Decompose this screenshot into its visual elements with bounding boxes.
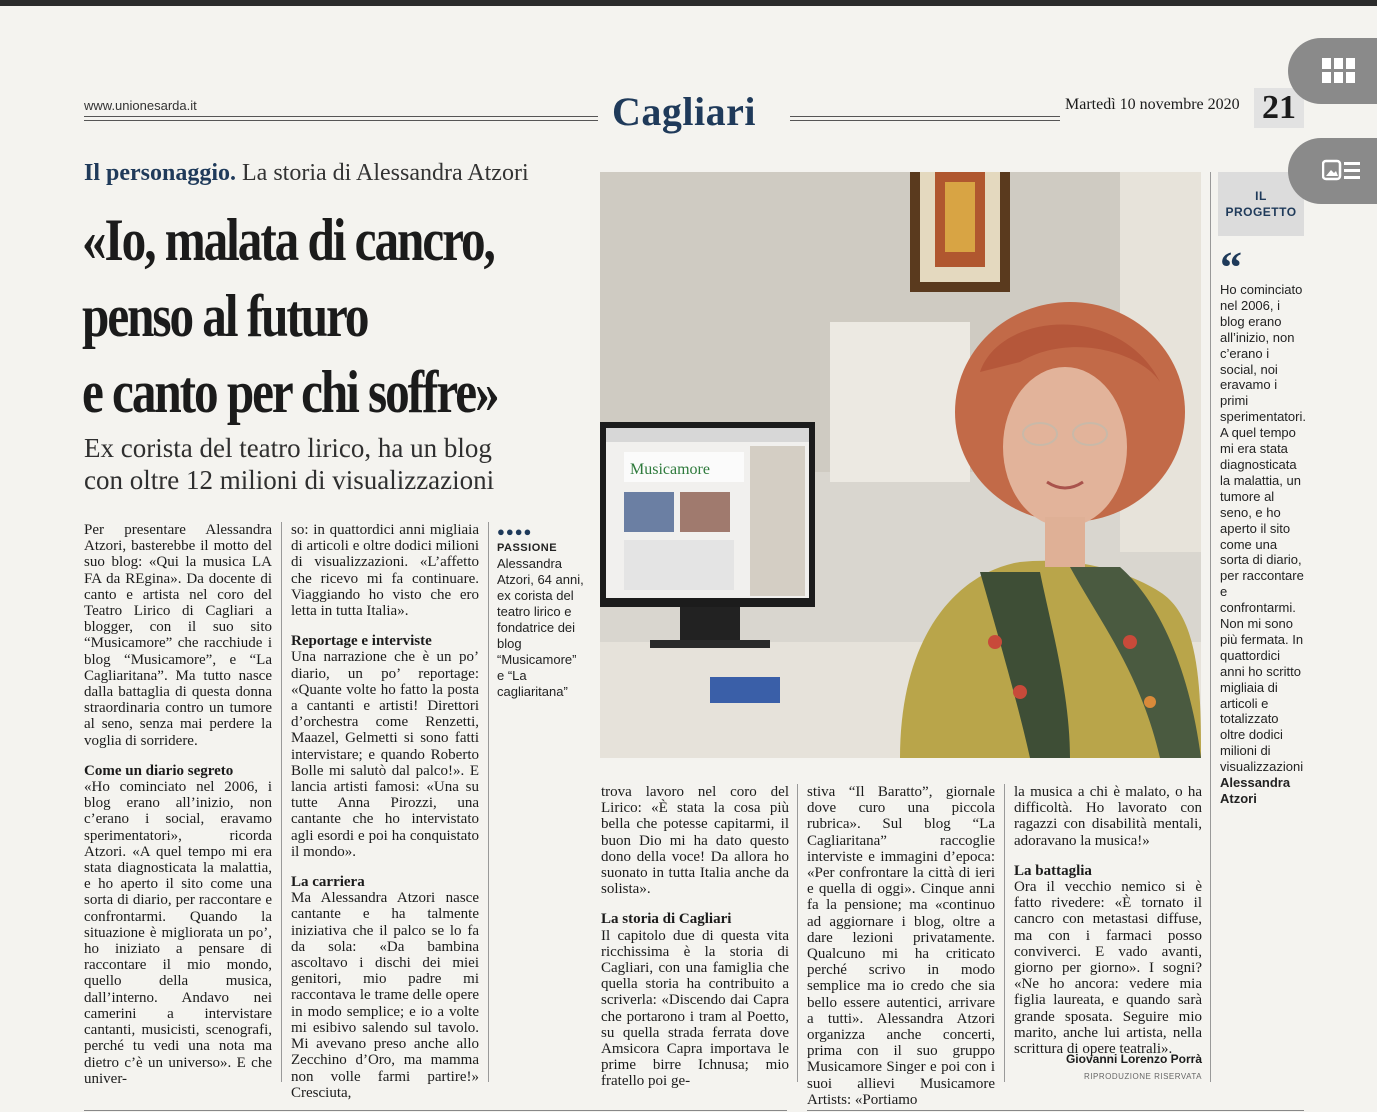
caption-label: PASSIONE <box>497 542 558 554</box>
masthead-rule-right <box>790 116 1060 121</box>
grid-icon <box>1322 58 1356 84</box>
article-photo <box>600 172 1201 758</box>
grid-view-button[interactable] <box>1288 38 1377 104</box>
sidebar-quote-text: Ho cominciato nel 2006, i blog erano all’inizio, non c’erano i social, noi eravamo i primi sperimentatori. A quel tempo mi era stata diagnosticata la malattia, un tumore al seno, e ho aperto il sito come una sorta di diario, per raccontare e confrontarmi. Non mi sono più fermata. In quattordici anni ho scritto migliaia di articoli e totalizzato oltre dodici milioni di visualizzazioni <box>1220 282 1306 775</box>
column-divider <box>797 784 798 1082</box>
subhead-line: Ex corista del teatro lirico, ha un blog <box>84 433 492 463</box>
article-column-2 <box>291 522 479 1101</box>
photo-caption <box>497 524 585 700</box>
headline-line: «Io, malata di cancro, <box>82 207 494 273</box>
kicker-bold: Il personaggio. <box>84 160 237 186</box>
paragraph: stiva “Il Baratto”, giornale dove curo una piccola rubrica». Sul blog “La Cagliaritana” raccoglie interviste e immagini d’epoca: «Per confrontare la città di ieri e quella di oggi». Cinque anni fa la pensione; ma «continuo ad aggiornare i blog, oltre a dare lezioni privatamente. Qualcuno mi ha criticato perché scrivo in modo semplice ma io credo che sia bello essere autentici, arrivare a tutti». Alessandra Atzori organizza anche concerti, prima con il suo gruppo Musicamore Singer e poi con i suoi allievi Musicamore Artists: «Portiamo <box>807 784 995 1108</box>
paragraph: «Ho cominciato nel 2006, i blog erano all’inizio, non c’erano i social, eravamo sperimentatori», ricorda Atzori. «A quel tempo mi era stata diagnosticata la malattia, e ho aperto il sito come una sorta di diario, per raccontare e confrontarmi. Quando la situazione è migliorata un po’, ho iniziato a pensare di raccontare il mio mondo, quello della musica, dall’interno. Andavo nei camerini a intervistare cantanti, musicisti, scenografi, perché tu vedi una nota ma dietro c’è un universo». E che univer- <box>84 779 272 1087</box>
article-column-4 <box>807 784 995 1108</box>
subheading: La storia di Cagliari <box>601 911 732 928</box>
kicker <box>84 160 529 187</box>
quote-mark-icon: “ <box>1220 243 1242 292</box>
newspaper-page <box>0 6 1377 1112</box>
subhead <box>84 432 604 496</box>
subheading: La carriera <box>291 874 365 891</box>
sidebar-divider <box>1210 172 1211 1082</box>
image-text-icon <box>1322 159 1362 183</box>
subheading: Come un diario segreto <box>84 762 234 779</box>
article-column-3 <box>601 784 789 1090</box>
page-number: 21 <box>1254 88 1304 128</box>
paragraph: Ora il vecchio nemico si è fatto rivedere: «È tornato il cancro con metastasi diffuse, ma con i farmaci posso conviverci. E vado avanti, giorno per giorno». I sogni? «Ne ho ancora: vedere mia figlia laureata, e quando sarà grande sposata. Seguire mio marito, anche lui artista, nella scrittura di opere teatrali». <box>1014 879 1202 1058</box>
rights-notice: RIPRODUZIONE RISERVATA <box>1084 1072 1202 1081</box>
paragraph: Una narrazione che è un po’ diario, un po’ reportage: «Quante volte ho fatto la posta a cantanti e artisti! Direttori d’orchestra come Renzetti, Maazel, Gelmetti si sono fatti intervistare; e quando Roberto Bolle mi salutò dal palco!». E lancia artisti famosi: «Una su tutte Anna Pirozzi, una cantante che ho intervistato agli esordi e poi ha conquistato il mondo». <box>291 649 479 860</box>
article-column-5 <box>1014 784 1202 1057</box>
column-divider <box>281 522 282 1082</box>
column-divider <box>1004 784 1005 1082</box>
subheading: La battaglia <box>1014 862 1092 879</box>
paragraph: Il capitolo due di questa vita ricchissima è la storia di Cagliari, con una famiglia che quella storia ha contribuito a scriverla: «Discendo dai Capra che portarono i tram al Poetto, su quella strada ferrata dove Amsicora Capra importava le prime birre Ichnusa; mio fratello poi ge- <box>601 927 789 1090</box>
author-signature: Giovanni Lorenzo Porrà <box>1065 1052 1202 1066</box>
sidebar-quote-author: Alessandra Atzori <box>1220 775 1291 806</box>
sidebar-quote <box>1220 282 1306 807</box>
bottom-rule-left <box>84 1110 787 1111</box>
headline-line: e canto per chi soffre» <box>82 359 498 425</box>
article-column-1 <box>84 522 272 1087</box>
site-url: www.unionesarda.it <box>84 98 197 113</box>
subhead-line: con oltre 12 milioni di visualizzazioni <box>84 465 495 495</box>
paragraph: Ma Alessandra Atzori nasce cantante e ha talmente iniziativa che il palco se lo fa da sola: «Da bambina ascoltavo i dischi dei miei genitori, mio padre mi raccontava le trame delle opere in modo semplice; e io a volte mi esibivo salendo sul tavolo. Mi avevano preso anche allo Zecchino d’Oro, ma mamma non volle farmi partire!» Cresciuta, <box>291 890 479 1101</box>
issue-date: Martedì 10 novembre 2020 <box>1065 96 1240 113</box>
photo-illustration <box>600 172 1201 758</box>
masthead-rule-left <box>84 116 598 121</box>
headline <box>82 202 508 430</box>
paragraph: Per presentare Alessandra Atzori, basterebbe il motto del suo blog: «Qui la musica LA FA da REgina». Da docente di canto e artista nel coro del Teatro Lirico di Cagliari a blogger, con il suo sito “Musicamore” che racchiude i blog “Musicamore”, e “La Cagliaritana”. Ma tutto nasce dalla battaglia di questa donna straordinaria contro un tumore al seno, senza mai perdere la voglia di sorridere. <box>84 522 272 749</box>
bottom-rule-right <box>807 1110 1304 1111</box>
paragraph: so: in quattordici anni migliaia di articoli e oltre dodici milioni di visualizzazioni. «L’affetto che ricevo mi fa continuare. Viaggiando ho visto che ero letta in tutta Italia». <box>291 522 479 620</box>
paragraph: trova lavoro nel coro del Lirico: «È stata la cosa più bella che potesse capitarmi, il buon Dio mi ha dato questo dono della voce! Da allora ho suonato in tutta Italia anche da solista». <box>601 784 789 898</box>
screen-logo: Musicamore <box>630 461 710 478</box>
section-title: Cagliari <box>612 89 756 134</box>
caption-dots: ●●●● <box>497 524 533 539</box>
sidebar-title-line: PROGETTO <box>1225 205 1297 219</box>
paragraph: la musica a chi è malato, o ha difficoltà. Ho lavorato con ragazzi con disabilità mentali, adoravano la musica!» <box>1014 784 1202 849</box>
kicker-rest: La storia di Alessandra Atzori <box>242 160 529 186</box>
sidebar-title-line: IL <box>1255 189 1267 203</box>
headline-line: penso al futuro <box>82 283 368 349</box>
caption-text: Alessandra Atzori, 64 anni, ex corista del teatro lirico e fondatrice dei blog “Musicamore” e “La cagliaritana” <box>497 556 584 699</box>
column-divider <box>488 522 489 1082</box>
subheading: Reportage e interviste <box>291 633 432 650</box>
article-view-button[interactable] <box>1288 138 1377 204</box>
